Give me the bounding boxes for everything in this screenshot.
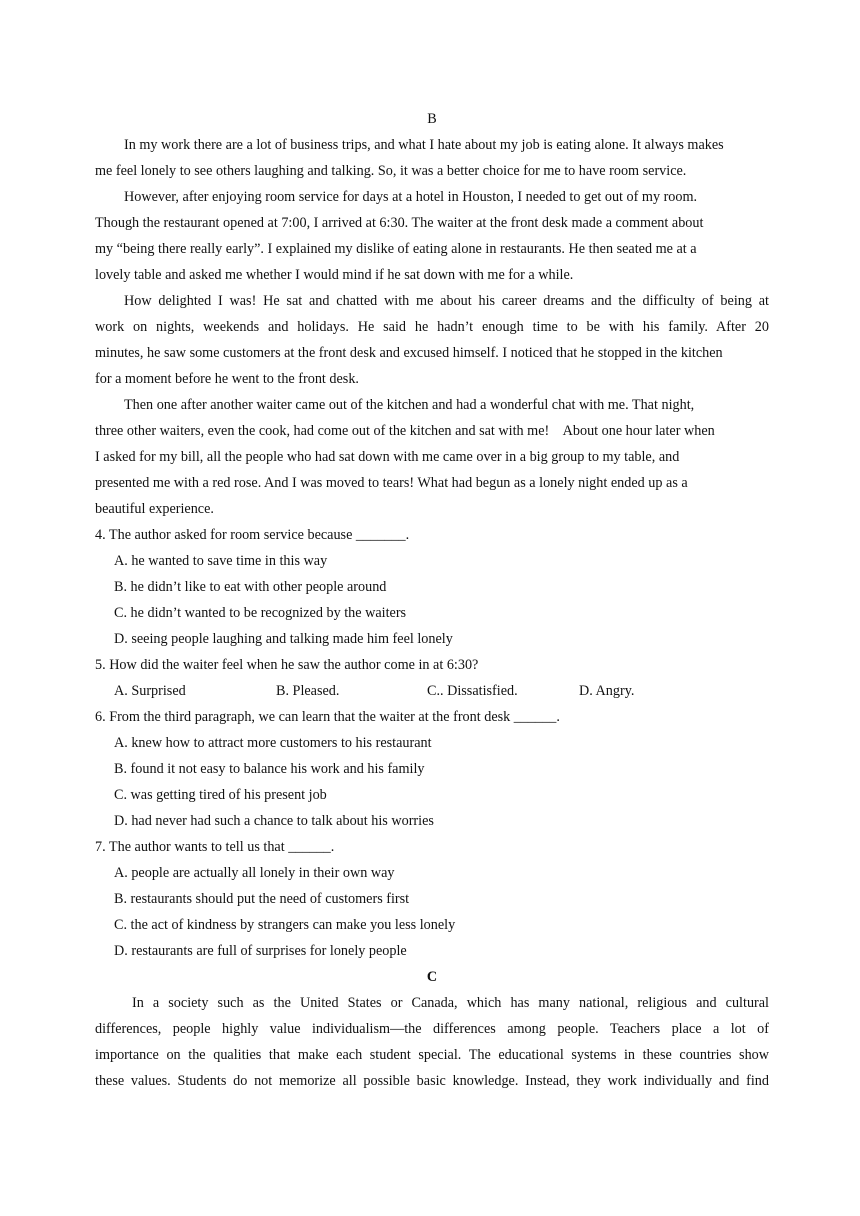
- answer-option: B. found it not easy to balance his work and his family: [114, 761, 425, 777]
- passage-line: me feel lonely to see others laughing and talking. So, it was a better choice for me to have room service.: [95, 163, 687, 179]
- section-c-passage: [95, 990, 769, 1094]
- section-b-heading: B: [427, 111, 437, 127]
- passage-line: lovely table and asked me whether I would mind if he sat down with me for a while.: [95, 267, 574, 283]
- passage-line: In my work there are a lot of business trips, and what I hate about my job is eating alone. It always makes: [124, 137, 724, 153]
- passage-line: Then one after another waiter came out of the kitchen and had a wonderful chat with me. That night,: [124, 397, 695, 413]
- answer-option: D. had never had such a chance to talk about his worries: [114, 813, 434, 829]
- passage-line: In a society such as the United States or Canada, which has many national, religious and cultural: [132, 995, 769, 1011]
- passage-line: minutes, he saw some customers at the front desk and excused himself. I noticed that he stopped in the kitchen: [95, 345, 723, 361]
- answer-option: C. was getting tired of his present job: [114, 787, 327, 803]
- answer-option: C. the act of kindness by strangers can make you less lonely: [114, 917, 456, 933]
- question-stem: 5. How did the waiter feel when he saw the author come in at 6:30?: [95, 657, 479, 673]
- exam-page: [95, 106, 769, 1094]
- answer-option: A. Surprised: [114, 683, 186, 699]
- passage-line: beautiful experience.: [95, 501, 214, 517]
- answer-option: D. Angry.: [579, 683, 635, 699]
- question-stem: 6. From the third paragraph, we can learn that the waiter at the front desk ______.: [95, 709, 560, 725]
- passage-line: presented me with a red rose. And I was moved to tears! What had begun as a lonely night ended up as a: [95, 475, 688, 491]
- answer-option: D. seeing people laughing and talking made him feel lonely: [114, 631, 453, 647]
- question-stem: 7. The author wants to tell us that ______.: [95, 839, 335, 855]
- passage-line: work on nights, weekends and holidays. He said he hadn’t enough time to be with his family. After 20: [95, 319, 769, 335]
- answer-option: C.. Dissatisfied.: [427, 683, 518, 699]
- question-6: [95, 704, 769, 834]
- passage-line: these values. Students do not memorize all possible basic knowledge. Instead, they work individually and find: [95, 1073, 769, 1089]
- passage-line: differences, people highly value individualism—the differences among people. Teachers place a lot of: [95, 1021, 769, 1037]
- answer-option: B. he didn’t like to eat with other people around: [114, 579, 387, 595]
- question-stem: 4. The author asked for room service because _______.: [95, 527, 410, 543]
- passage-line: importance on the qualities that make each student special. The educational systems in these countries show: [95, 1047, 769, 1063]
- passage-line: However, after enjoying room service for days at a hotel in Houston, I needed to get out of my room.: [124, 189, 698, 205]
- passage-line: three other waiters, even the cook, had come out of the kitchen and sat with me! About one hour later when: [95, 423, 715, 439]
- passage-line: Though the restaurant opened at 7:00, I arrived at 6:30. The waiter at the front desk made a comment about: [95, 215, 704, 231]
- answer-option: C. he didn’t wanted to be recognized by the waiters: [114, 605, 407, 621]
- passage-line: How delighted I was! He sat and chatted with me about his career dreams and the difficulty of being at: [124, 293, 769, 309]
- question-5: [95, 652, 769, 704]
- answer-option: D. restaurants are full of surprises for lonely people: [114, 943, 407, 959]
- answer-option: A. he wanted to save time in this way: [114, 553, 328, 569]
- question-4: [95, 522, 769, 652]
- section-c-heading: C: [426, 969, 438, 985]
- answer-option: B. restaurants should put the need of customers first: [114, 891, 410, 907]
- question-7: [95, 834, 769, 964]
- passage-line: my “being there really early”. I explained my dislike of eating alone in restaurants. He then seated me at a: [95, 241, 697, 257]
- answer-option: A. knew how to attract more customers to his restaurant: [114, 735, 432, 751]
- passage-line: I asked for my bill, all the people who had sat down with me came over in a big group to my table, and: [95, 449, 680, 465]
- answer-options-row: [95, 678, 769, 704]
- answer-option: B. Pleased.: [276, 683, 340, 699]
- answer-option: A. people are actually all lonely in their own way: [114, 865, 395, 881]
- passage-line: for a moment before he went to the front desk.: [95, 371, 359, 387]
- section-b-passage: [95, 132, 769, 522]
